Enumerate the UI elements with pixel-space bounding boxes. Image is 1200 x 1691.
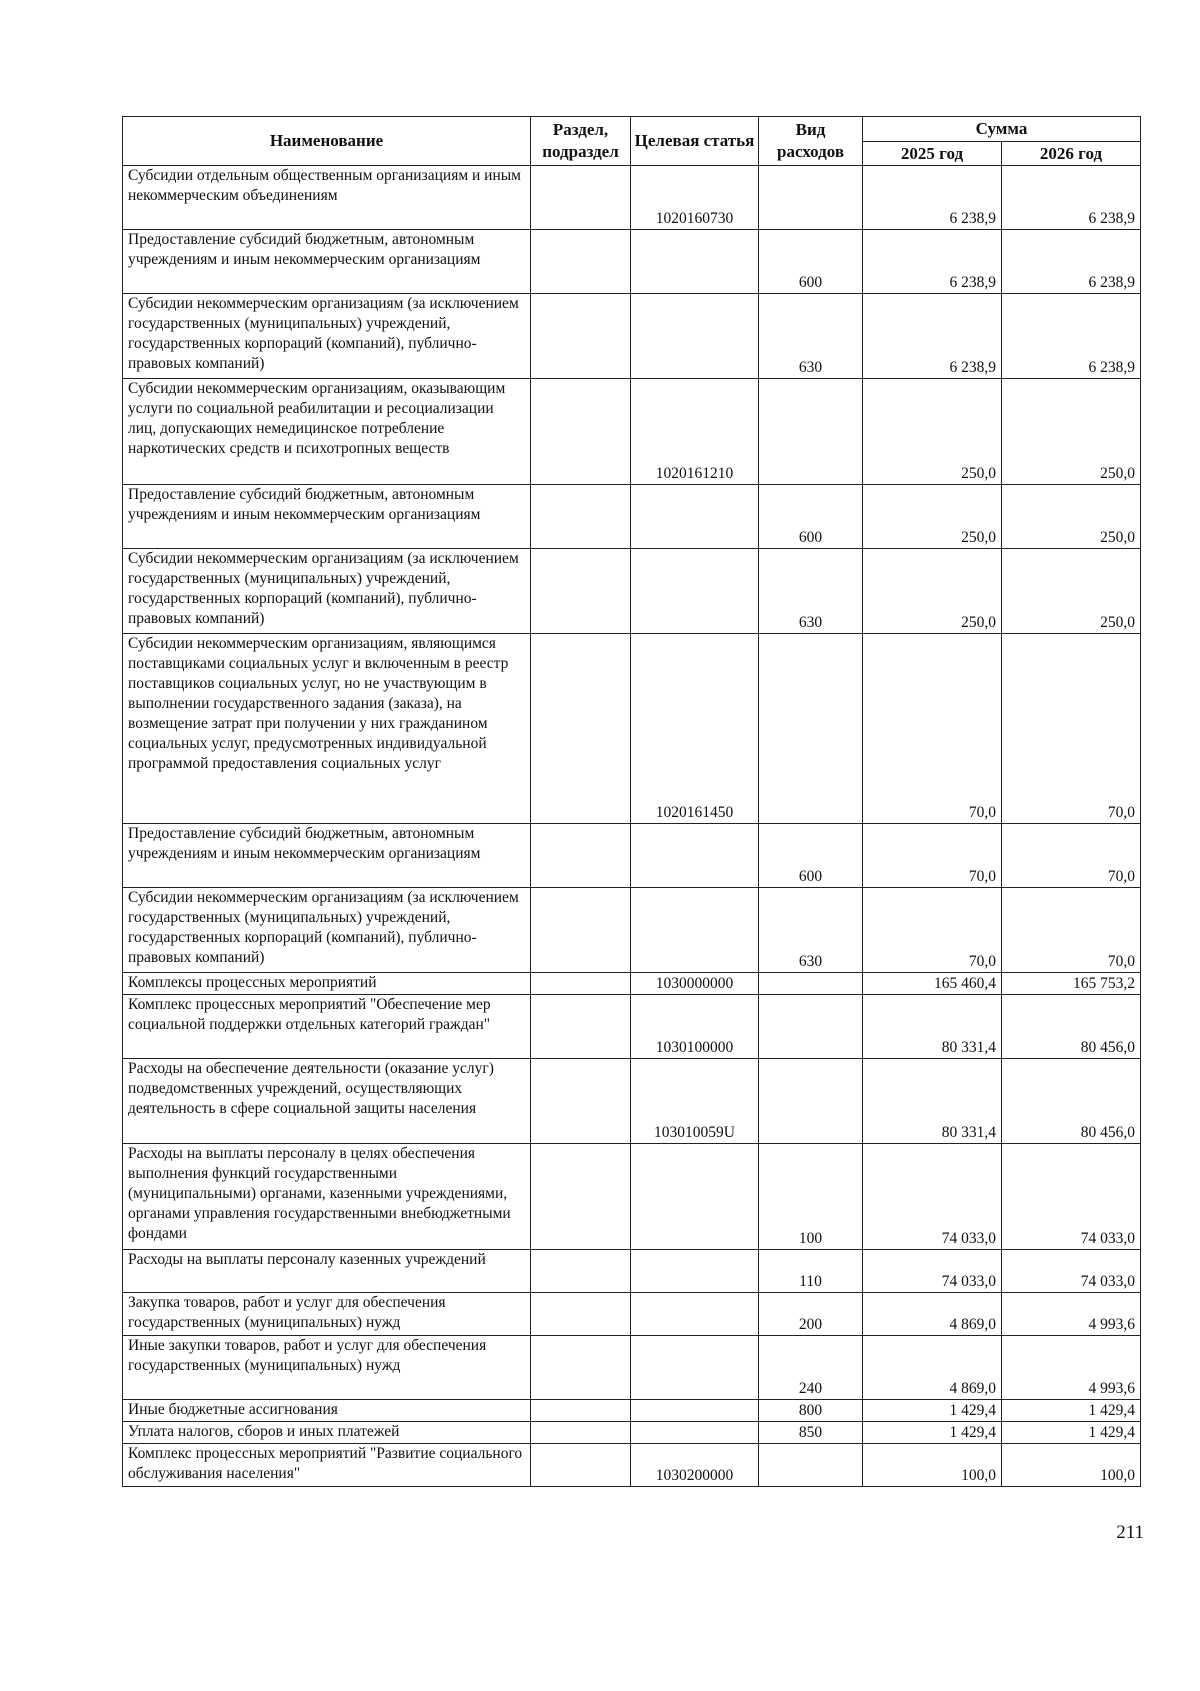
row-amount-2025: 250,0 [863,549,1002,634]
row-expense-type: 630 [759,549,863,634]
row-amount-2025: 80 331,4 [863,1059,1002,1144]
row-amount-2025: 100,0 [863,1444,1002,1487]
row-expense-type [759,634,863,824]
row-amount-2026: 4 993,6 [1002,1336,1141,1400]
row-amount-2025: 1 429,4 [863,1400,1002,1422]
row-expense-type: 110 [759,1250,863,1293]
row-section [531,1336,631,1400]
row-section [531,888,631,973]
row-amount-2025: 4 869,0 [863,1293,1002,1336]
row-name: Предоставление субсидий бюджетным, автономным учреждениям и иным некоммерческим организациям [123,824,531,888]
header-year-2026: 2026 год [1002,142,1141,166]
row-target-article [631,1144,759,1250]
header-section: Раздел, подраздел [531,117,631,166]
row-name: Комплексы процессных мероприятий [123,973,531,995]
header-row-1 [123,117,1141,142]
row-name: Закупка товаров, работ и услуг для обеспечения государственных (муниципальных) нужд [123,1293,531,1336]
row-section [531,379,631,485]
row-name: Субсидии некоммерческим организациям (за исключением государственных (муниципальных) учреждений, государственных корпораций (компаний), публично-правовых компаний) [123,888,531,973]
table-row [123,1144,1141,1250]
table-row [123,230,1141,294]
row-amount-2026: 74 033,0 [1002,1250,1141,1293]
row-expense-type: 800 [759,1400,863,1422]
row-section [531,230,631,294]
header-expense-type: Вид расходов [759,117,863,166]
row-section [531,634,631,824]
row-amount-2026: 80 456,0 [1002,1059,1141,1144]
row-expense-type [759,973,863,995]
row-amount-2025: 4 869,0 [863,1336,1002,1400]
row-amount-2025: 1 429,4 [863,1422,1002,1444]
page-number: 211 [1116,1522,1144,1543]
row-amount-2026: 250,0 [1002,549,1141,634]
row-name: Предоставление субсидий бюджетным, автономным учреждениям и иным некоммерческим организациям [123,230,531,294]
row-name: Иные бюджетные ассигнования [123,1400,531,1422]
row-expense-type: 600 [759,230,863,294]
row-amount-2026: 70,0 [1002,824,1141,888]
row-amount-2026: 70,0 [1002,888,1141,973]
row-name: Уплата налогов, сборов и иных платежей [123,1422,531,1444]
row-section [531,166,631,230]
row-section [531,549,631,634]
row-section [531,1293,631,1336]
row-target-article: 1020160730 [631,166,759,230]
row-expense-type: 630 [759,294,863,379]
row-name: Субсидии отдельным общественным организациям и иным некоммерческим объединениям [123,166,531,230]
row-name: Субсидии некоммерческим организациям, оказывающим услуги по социальной реабилитации и ресоциализации лиц, допускающих немедицинское потребление наркотических средств и психотропных веществ [123,379,531,485]
budget-table [122,116,1141,1487]
row-expense-type: 630 [759,888,863,973]
row-amount-2026: 4 993,6 [1002,1293,1141,1336]
row-section [531,1059,631,1144]
row-expense-type: 100 [759,1144,863,1250]
row-amount-2026: 1 429,4 [1002,1422,1141,1444]
table-row [123,1336,1141,1400]
row-target-article [631,1293,759,1336]
row-name: Субсидии некоммерческим организациям, являющимся поставщиками социальных услуг и включенным в реестр поставщиков социальных услуг, но не участвующим в выполнении государственного задания (заказа), на возмещение затрат при получении у них гражданином социальных услуг, предусмотренных индивидуальной программой предоставления социальных услуг [123,634,531,824]
header-name: Наименование [123,117,531,166]
row-amount-2026: 6 238,9 [1002,294,1141,379]
row-amount-2025: 250,0 [863,379,1002,485]
row-amount-2026: 70,0 [1002,634,1141,824]
row-amount-2025: 6 238,9 [863,230,1002,294]
row-name: Иные закупки товаров, работ и услуг для обеспечения государственных (муниципальных) нужд [123,1336,531,1400]
row-section [531,973,631,995]
row-amount-2026: 6 238,9 [1002,166,1141,230]
row-section [531,1422,631,1444]
row-expense-type [759,379,863,485]
table-row [123,1293,1141,1336]
row-expense-type: 240 [759,1336,863,1400]
row-name: Субсидии некоммерческим организациям (за исключением государственных (муниципальных) учреждений, государственных корпораций (компаний), публично-правовых компаний) [123,294,531,379]
row-amount-2026: 250,0 [1002,379,1141,485]
row-section [531,1250,631,1293]
row-amount-2025: 74 033,0 [863,1250,1002,1293]
row-target-article: 1020161210 [631,379,759,485]
row-target-article [631,888,759,973]
table-row [123,1444,1141,1487]
row-target-article [631,230,759,294]
row-name: Предоставление субсидий бюджетным, автономным учреждениям и иным некоммерческим организациям [123,485,531,549]
row-name: Расходы на обеспечение деятельности (оказание услуг) подведомственных учреждений, осуществляющих деятельность в сфере социальной защиты населения [123,1059,531,1144]
table-row [123,973,1141,995]
row-amount-2026: 100,0 [1002,1444,1141,1487]
table-row [123,888,1141,973]
row-section [531,294,631,379]
row-name: Комплекс процессных мероприятий "Развитие социального обслуживания населения" [123,1444,531,1487]
row-name: Комплекс процессных мероприятий "Обеспечение мер социальной поддержки отдельных категорий граждан" [123,995,531,1059]
table-row [123,634,1141,824]
row-amount-2026: 165 753,2 [1002,973,1141,995]
table-row [123,294,1141,379]
table-body [123,166,1141,1487]
row-target-article [631,1400,759,1422]
row-target-article [631,1336,759,1400]
row-expense-type [759,1059,863,1144]
row-section [531,995,631,1059]
row-amount-2025: 70,0 [863,634,1002,824]
row-name: Субсидии некоммерческим организациям (за исключением государственных (муниципальных) учреждений, государственных корпораций (компаний), публично-правовых компаний) [123,549,531,634]
row-amount-2026: 1 429,4 [1002,1400,1141,1422]
table-row [123,549,1141,634]
table-row [123,485,1141,549]
row-amount-2025: 70,0 [863,824,1002,888]
row-section [531,485,631,549]
row-amount-2025: 80 331,4 [863,995,1002,1059]
table-row [123,1400,1141,1422]
row-target-article [631,824,759,888]
header-year-2025: 2025 год [863,142,1002,166]
row-target-article: 103010059U [631,1059,759,1144]
row-expense-type: 600 [759,485,863,549]
row-expense-type [759,995,863,1059]
row-amount-2026: 74 033,0 [1002,1144,1141,1250]
row-target-article [631,1422,759,1444]
table-row [123,1059,1141,1144]
row-amount-2026: 6 238,9 [1002,230,1141,294]
header-target-article: Целевая статья [631,117,759,166]
table-header [123,117,1141,166]
row-name: Расходы на выплаты персоналу в целях обеспечения выполнения функций государственными (муниципальными) органами, казенными учреждениями, органами управления государственными внебюджетными фондами [123,1144,531,1250]
row-amount-2025: 6 238,9 [863,294,1002,379]
row-target-article [631,1250,759,1293]
row-target-article [631,485,759,549]
row-expense-type: 850 [759,1422,863,1444]
header-sum: Сумма [863,117,1141,142]
row-amount-2026: 80 456,0 [1002,995,1141,1059]
row-expense-type [759,166,863,230]
row-target-article [631,549,759,634]
table-row [123,995,1141,1059]
table-row [123,1250,1141,1293]
table-row [123,166,1141,230]
row-target-article: 1030200000 [631,1444,759,1487]
row-amount-2025: 70,0 [863,888,1002,973]
row-target-article: 1030100000 [631,995,759,1059]
table-row [123,379,1141,485]
row-name: Расходы на выплаты персоналу казенных учреждений [123,1250,531,1293]
row-target-article: 1020161450 [631,634,759,824]
row-target-article: 1030000000 [631,973,759,995]
row-section [531,824,631,888]
row-amount-2025: 165 460,4 [863,973,1002,995]
row-amount-2026: 250,0 [1002,485,1141,549]
row-section [531,1144,631,1250]
row-section [531,1400,631,1422]
table-row [123,1422,1141,1444]
row-section [531,1444,631,1487]
row-amount-2025: 74 033,0 [863,1144,1002,1250]
row-expense-type: 200 [759,1293,863,1336]
row-expense-type [759,1444,863,1487]
row-amount-2025: 6 238,9 [863,166,1002,230]
table-row [123,824,1141,888]
row-amount-2025: 250,0 [863,485,1002,549]
row-expense-type: 600 [759,824,863,888]
row-target-article [631,294,759,379]
